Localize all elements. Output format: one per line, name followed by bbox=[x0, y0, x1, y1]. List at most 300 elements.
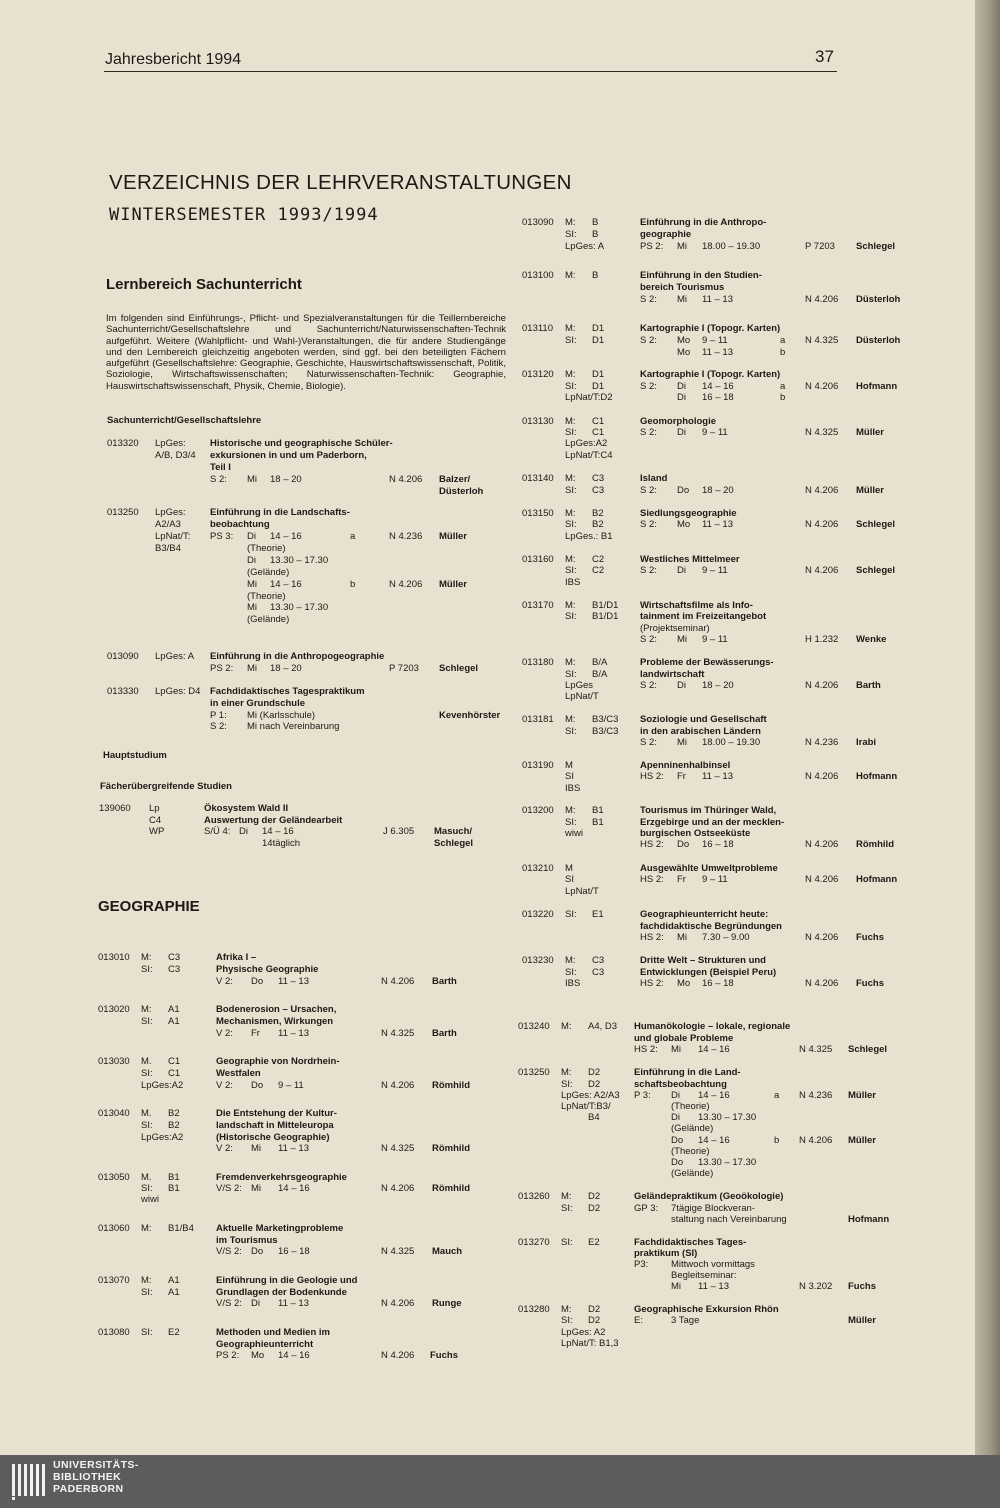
course-cell: 9 – 11 bbox=[702, 565, 728, 576]
course-cell: 013030 bbox=[98, 1056, 130, 1067]
course-cell: in einer Grundschule bbox=[210, 698, 306, 709]
library-name-line2: BIBLIOTHEK bbox=[53, 1471, 122, 1483]
course-cell: A/B, D3/4 bbox=[155, 450, 196, 461]
course-cell: Schlegel bbox=[856, 241, 896, 252]
course-cell: LpNat/T: bbox=[155, 531, 191, 542]
course-cell: B1 bbox=[168, 1172, 180, 1183]
course-cell: 7.30 – 9.00 bbox=[702, 932, 750, 943]
course-cell: Barth bbox=[856, 680, 881, 691]
course-cell: b bbox=[780, 392, 786, 403]
course-cell: Mi bbox=[677, 241, 688, 252]
course-cell: N 4.236 bbox=[389, 531, 423, 542]
course-cell: Kartographie I (Topogr. Karten) bbox=[640, 323, 781, 334]
course-cell: Fachdidaktisches Tagespraktikum bbox=[210, 686, 365, 697]
course-cell: N 4.206 bbox=[389, 474, 423, 485]
course-cell: Müller bbox=[848, 1315, 876, 1326]
course-cell: LpGes: bbox=[155, 438, 186, 449]
course-cell: P 7203 bbox=[389, 663, 419, 674]
course-cell: C3 bbox=[592, 955, 605, 966]
subheading-faecher: Fächerübergreifende Studien bbox=[100, 781, 232, 792]
course-cell: B2 bbox=[592, 519, 604, 530]
course-cell: 11 – 13 bbox=[702, 347, 733, 358]
course-cell: (Gelände) bbox=[671, 1168, 714, 1179]
library-name-line1: UNIVERSITÄTS- bbox=[53, 1459, 139, 1471]
course-cell: B1/D1 bbox=[592, 611, 619, 622]
course-cell: M. bbox=[141, 1172, 152, 1183]
course-cell: Mi bbox=[247, 579, 258, 590]
course-cell: N 4.206 bbox=[805, 294, 839, 305]
course-cell: Müller bbox=[848, 1135, 876, 1146]
course-cell: Mittwoch vormittags bbox=[671, 1259, 755, 1270]
course-cell: 14 – 16 bbox=[270, 579, 302, 590]
course-cell: SI bbox=[565, 874, 574, 885]
course-cell: 013320 bbox=[107, 438, 139, 449]
course-cell: Fuchs bbox=[430, 1350, 458, 1361]
course-cell: SI: bbox=[565, 817, 577, 828]
course-cell: 013270 bbox=[518, 1237, 550, 1248]
course-cell: B1/B4 bbox=[168, 1223, 194, 1234]
course-cell: S 2: bbox=[640, 565, 657, 576]
course-cell: Mo bbox=[677, 347, 691, 358]
course-cell: Dritte Welt – Strukturen und bbox=[640, 955, 766, 966]
course-cell: 18.00 – 19.30 bbox=[702, 737, 761, 748]
course-cell: M: bbox=[565, 955, 576, 966]
course-cell: IBS bbox=[565, 577, 581, 588]
course-cell: Kartographie I (Topogr. Karten) bbox=[640, 369, 781, 380]
course-cell: 13.30 – 17.30 bbox=[270, 602, 329, 613]
course-cell: HS 2: bbox=[640, 978, 664, 989]
course-cell: Düsterloh bbox=[439, 486, 484, 497]
course-cell: Bodenerosion – Ursachen, bbox=[216, 1004, 337, 1015]
course-cell: Römhild bbox=[432, 1143, 470, 1154]
course-cell: 013180 bbox=[522, 657, 554, 668]
course-cell: SI bbox=[565, 771, 574, 782]
course-cell: tainment im Freizeitangebot bbox=[640, 611, 767, 622]
course-cell: Di bbox=[677, 565, 686, 576]
course-cell: 013330 bbox=[107, 686, 139, 697]
course-cell: P 7203 bbox=[805, 241, 835, 252]
course-cell: Mi bbox=[247, 663, 258, 674]
course-cell: Mi bbox=[251, 1183, 262, 1194]
course-cell: Grundlagen der Bodenkunde bbox=[216, 1287, 347, 1298]
course-cell: SI: bbox=[565, 427, 577, 438]
course-cell: E2 bbox=[588, 1237, 600, 1248]
course-cell: SI: bbox=[565, 909, 577, 920]
course-cell: in den arabischen Ländern bbox=[640, 726, 761, 737]
course-cell: M bbox=[565, 760, 573, 771]
subheading-hauptstudium: Hauptstudium bbox=[103, 750, 167, 761]
course-cell: D2 bbox=[588, 1191, 601, 1202]
course-cell: Fuchs bbox=[848, 1281, 876, 1292]
course-cell: P3: bbox=[634, 1259, 649, 1270]
course-cell: SI: bbox=[565, 726, 577, 737]
course-cell: E1 bbox=[592, 909, 604, 920]
course-cell: V 2: bbox=[216, 1080, 233, 1091]
course-cell: 013170 bbox=[522, 600, 554, 611]
course-cell: Fremdenverkehrsgeographie bbox=[216, 1172, 347, 1183]
course-cell: S 2: bbox=[640, 427, 657, 438]
course-cell: schaftsbeobachtung bbox=[634, 1079, 727, 1090]
course-cell: M: bbox=[565, 473, 576, 484]
course-cell: (Theorie) bbox=[671, 1101, 710, 1112]
course-cell: LpNat/T:B3/ bbox=[561, 1101, 611, 1112]
library-footer bbox=[0, 1455, 1000, 1508]
course-cell: C3 bbox=[168, 964, 181, 975]
course-cell: a bbox=[774, 1090, 780, 1101]
course-cell: Römhild bbox=[432, 1183, 470, 1194]
course-cell: B2 bbox=[168, 1108, 180, 1119]
course-cell: Irabi bbox=[856, 737, 877, 748]
course-cell: N 4.325 bbox=[381, 1143, 415, 1154]
course-cell: PS 2: bbox=[210, 663, 234, 674]
course-cell: LpGes:A2 bbox=[565, 438, 608, 449]
course-cell: N 4.236 bbox=[799, 1090, 833, 1101]
course-cell: 7tägige Blockveran- bbox=[671, 1203, 755, 1214]
course-cell: C1 bbox=[592, 416, 605, 427]
course-cell: Do bbox=[677, 839, 690, 850]
course-cell: 14 – 16 bbox=[278, 1350, 310, 1361]
course-cell: PS 2: bbox=[640, 241, 664, 252]
course-cell: C2 bbox=[592, 565, 605, 576]
course-cell: Geländepraktikum (Geoökologie) bbox=[634, 1191, 784, 1202]
course-cell: Geographische Exkursion Rhön bbox=[634, 1304, 779, 1315]
course-cell: N 3.202 bbox=[799, 1281, 833, 1292]
course-cell: SI: bbox=[141, 1068, 153, 1079]
course-cell: Westfalen bbox=[216, 1068, 261, 1079]
course-cell: fachdidaktische Begründungen bbox=[640, 921, 782, 932]
course-cell: B1 bbox=[168, 1183, 180, 1194]
course-cell: 013100 bbox=[522, 270, 554, 281]
course-cell: Di bbox=[247, 555, 256, 566]
course-cell: und globale Probleme bbox=[634, 1033, 734, 1044]
course-cell: landschaft in Mitteleuropa bbox=[216, 1120, 334, 1131]
course-cell: M: bbox=[565, 416, 576, 427]
course-cell: Siedlungsgeographie bbox=[640, 508, 737, 519]
course-cell: Schlegel bbox=[856, 565, 896, 576]
course-cell: Historische und geographische Schüler- bbox=[210, 438, 393, 449]
course-cell: Mi bbox=[677, 294, 688, 305]
page-edge bbox=[975, 0, 1000, 1455]
course-cell: exkursionen in und um Paderborn, bbox=[210, 450, 367, 461]
course-cell: 14 – 16 bbox=[698, 1135, 730, 1146]
course-cell: Masuch/ bbox=[434, 826, 473, 837]
course-cell: N 4.206 bbox=[381, 976, 415, 987]
course-cell: Mi bbox=[251, 1143, 262, 1154]
course-cell: M: bbox=[565, 657, 576, 668]
course-cell: Fr bbox=[677, 771, 686, 782]
course-cell: N 4.206 bbox=[381, 1080, 415, 1091]
course-cell: B2 bbox=[168, 1120, 180, 1131]
course-cell: 013060 bbox=[98, 1223, 130, 1234]
course-cell: SI: bbox=[561, 1315, 573, 1326]
course-cell: (Gelände) bbox=[671, 1123, 714, 1134]
course-cell: SI: bbox=[141, 964, 153, 975]
course-cell: Fachdidaktisches Tages- bbox=[634, 1237, 747, 1248]
course-cell: 013110 bbox=[522, 323, 553, 334]
course-cell: Auswertung der Geländearbeit bbox=[204, 815, 343, 826]
course-cell: 013250 bbox=[518, 1067, 550, 1078]
course-cell: 14täglich bbox=[262, 838, 301, 849]
course-cell: N 4.206 bbox=[805, 485, 839, 496]
course-cell: Düsterloh bbox=[856, 294, 901, 305]
course-cell: Mi nach Vereinbarung bbox=[247, 721, 340, 732]
course-cell: Di bbox=[247, 531, 256, 542]
geographie-heading: GEOGRAPHIE bbox=[98, 898, 200, 915]
course-cell: Lp bbox=[149, 803, 160, 814]
course-cell: S 2: bbox=[640, 381, 657, 392]
course-cell: Schlegel bbox=[434, 838, 474, 849]
course-cell: Wirtschaftsfilme als Info- bbox=[640, 600, 753, 611]
course-cell: D1 bbox=[592, 369, 605, 380]
course-cell: 14 – 16 bbox=[270, 531, 302, 542]
course-cell: Einführung in die Anthropogeographie bbox=[210, 651, 385, 662]
course-cell: B1/D1 bbox=[592, 600, 619, 611]
course-cell: LpGes: bbox=[155, 507, 186, 518]
course-cell: (Gelände) bbox=[247, 614, 290, 625]
course-cell: A1 bbox=[168, 1016, 180, 1027]
course-cell: B bbox=[592, 270, 599, 281]
course-cell: Begleitseminar: bbox=[671, 1270, 737, 1281]
course-cell: V 2: bbox=[216, 1028, 233, 1039]
course-cell: SI: bbox=[141, 1327, 153, 1338]
course-cell: C3 bbox=[592, 967, 605, 978]
course-cell: Geomorphologie bbox=[640, 416, 716, 427]
course-cell: B/A bbox=[592, 669, 608, 680]
library-name bbox=[53, 1459, 139, 1495]
course-cell: S 2: bbox=[640, 294, 657, 305]
course-cell: SI: bbox=[565, 519, 577, 530]
course-cell: WP bbox=[149, 826, 165, 837]
course-cell: S 2: bbox=[640, 737, 657, 748]
course-cell: 13.30 – 17.30 bbox=[698, 1157, 757, 1168]
course-cell: Römhild bbox=[856, 839, 894, 850]
course-cell: M: bbox=[565, 323, 576, 334]
course-cell: Teil I bbox=[210, 462, 231, 473]
course-cell: Müller bbox=[848, 1090, 876, 1101]
course-cell: Geographie von Nordrhein- bbox=[216, 1056, 340, 1067]
course-cell: Fuchs bbox=[856, 978, 884, 989]
course-cell: N 4.236 bbox=[805, 737, 839, 748]
course-cell: N 4.206 bbox=[805, 381, 839, 392]
course-cell: SI: bbox=[561, 1203, 573, 1214]
course-cell: HS 2: bbox=[640, 771, 664, 782]
course-cell: Do bbox=[671, 1135, 684, 1146]
course-cell: V 2: bbox=[216, 976, 233, 987]
course-cell: N 4.206 bbox=[805, 771, 839, 782]
course-cell: S 2: bbox=[640, 634, 657, 645]
course-cell: 13.30 – 17.30 bbox=[270, 555, 329, 566]
course-cell: N 4.206 bbox=[381, 1350, 415, 1361]
course-cell: beobachtung bbox=[210, 519, 270, 530]
subheading-sachunterricht: Sachunterricht/Gesellschaftslehre bbox=[107, 415, 262, 426]
course-cell: LpGes: A2 bbox=[561, 1327, 606, 1338]
course-cell: 013130 bbox=[522, 416, 554, 427]
course-cell: SI: bbox=[141, 1183, 153, 1194]
course-cell: LpGes: A bbox=[155, 651, 195, 662]
course-cell: Hofmann bbox=[856, 874, 898, 885]
course-cell: D1 bbox=[592, 323, 605, 334]
course-cell: M. bbox=[141, 1056, 152, 1067]
course-cell: M: bbox=[141, 1275, 152, 1286]
course-cell: SI: bbox=[141, 1016, 153, 1027]
course-cell: Geographieunterricht bbox=[216, 1339, 314, 1350]
course-cell: A1 bbox=[168, 1287, 180, 1298]
course-cell: SI: bbox=[565, 565, 577, 576]
course-cell: Mo bbox=[677, 519, 691, 530]
course-cell: (Historische Geographie) bbox=[216, 1132, 330, 1143]
course-cell: S 2: bbox=[640, 485, 657, 496]
course-cell: M: bbox=[565, 805, 576, 816]
course-cell: 013090 bbox=[522, 217, 554, 228]
course-cell: geographie bbox=[640, 229, 692, 240]
course-cell: Die Entstehung der Kultur- bbox=[216, 1108, 337, 1119]
course-cell: Do bbox=[251, 976, 264, 987]
course-cell: E: bbox=[634, 1315, 643, 1326]
course-cell: N 4.325 bbox=[805, 335, 839, 346]
course-cell: Mi bbox=[671, 1044, 682, 1055]
course-cell: 013181 bbox=[522, 714, 554, 725]
course-cell: B bbox=[592, 217, 599, 228]
course-cell: LpNat/T:C4 bbox=[565, 450, 613, 461]
course-cell: C1 bbox=[168, 1056, 181, 1067]
course-cell: landwirtschaft bbox=[640, 669, 705, 680]
course-cell: Ökosystem Wald II bbox=[204, 803, 289, 814]
course-cell: Barth bbox=[432, 976, 457, 987]
course-cell: Probleme der Bewässerungs- bbox=[640, 657, 774, 668]
course-cell: LpGes: A2/A3 bbox=[561, 1090, 620, 1101]
course-cell: N 4.206 bbox=[805, 932, 839, 943]
course-cell: B1 bbox=[592, 805, 604, 816]
course-cell: Runge bbox=[432, 1298, 462, 1309]
course-cell: 013190 bbox=[522, 760, 554, 771]
course-cell: Mi bbox=[247, 602, 258, 613]
course-cell: 013080 bbox=[98, 1327, 130, 1338]
course-cell: Westliches Mittelmeer bbox=[640, 554, 740, 565]
course-cell: a bbox=[780, 381, 786, 392]
course-cell: M: bbox=[565, 714, 576, 725]
course-cell: J 6.305 bbox=[383, 826, 415, 837]
course-cell: Einführung in den Studien- bbox=[640, 270, 762, 281]
course-cell: Di bbox=[677, 381, 686, 392]
course-cell: P 1: bbox=[210, 710, 227, 721]
course-cell: Erzgebirge und an der mecklen- bbox=[640, 817, 785, 828]
course-cell: LpNat/T:D2 bbox=[565, 392, 613, 403]
course-cell: wiwi bbox=[565, 828, 583, 839]
course-cell: staltung nach Vereinbarung bbox=[671, 1214, 787, 1225]
course-cell: M bbox=[565, 863, 573, 874]
course-cell: 9 – 11 bbox=[702, 427, 728, 438]
course-cell: IBS bbox=[565, 978, 581, 989]
course-cell: Einführung in die Landschafts- bbox=[210, 507, 350, 518]
course-cell: 9 – 11 bbox=[702, 634, 728, 645]
course-cell: 16 – 18 bbox=[702, 392, 734, 403]
course-cell: Entwicklungen (Beispiel Peru) bbox=[640, 967, 777, 978]
course-cell: 11 – 13 bbox=[702, 519, 733, 530]
course-cell: D2 bbox=[588, 1315, 601, 1326]
course-cell: B4 bbox=[588, 1112, 600, 1123]
course-cell: 013160 bbox=[522, 554, 554, 565]
course-cell: b bbox=[350, 579, 356, 590]
course-cell: Müller bbox=[439, 579, 467, 590]
course-cell: bereich Tourismus bbox=[640, 282, 725, 293]
course-cell: Do bbox=[677, 485, 690, 496]
course-cell: A1 bbox=[168, 1004, 180, 1015]
course-cell: SI: bbox=[565, 967, 577, 978]
course-cell: 11 – 13 bbox=[278, 1298, 309, 1309]
course-cell: C1 bbox=[168, 1068, 181, 1079]
course-cell: V/S 2: bbox=[216, 1183, 242, 1194]
course-cell: N 4.206 bbox=[805, 519, 839, 530]
course-cell: 013050 bbox=[98, 1172, 130, 1183]
course-cell: 013150 bbox=[522, 508, 554, 519]
course-cell: 013280 bbox=[518, 1304, 550, 1315]
course-cell: 14 – 16 bbox=[262, 826, 294, 837]
course-cell: 9 – 11 bbox=[278, 1080, 304, 1091]
course-cell: Mo bbox=[251, 1350, 265, 1361]
course-cell: Hofmann bbox=[848, 1214, 890, 1225]
course-cell: Mo bbox=[677, 978, 691, 989]
course-cell: Müller bbox=[439, 531, 467, 542]
course-cell: Di bbox=[677, 427, 686, 438]
course-cell: 013220 bbox=[522, 909, 554, 920]
course-cell: D2 bbox=[588, 1067, 601, 1078]
course-cell: Do bbox=[671, 1157, 684, 1168]
course-cell: 14 – 16 bbox=[702, 381, 734, 392]
course-cell: B bbox=[592, 229, 599, 240]
course-cell: M: bbox=[565, 508, 576, 519]
course-cell: Do bbox=[251, 1246, 264, 1257]
course-cell: E2 bbox=[168, 1327, 180, 1338]
course-cell: N 4.206 bbox=[381, 1298, 415, 1309]
page-number: 37 bbox=[815, 47, 834, 66]
course-cell: N 4.206 bbox=[799, 1135, 833, 1146]
course-cell: 18 – 20 bbox=[270, 663, 302, 674]
course-cell: B3/B4 bbox=[155, 543, 181, 554]
course-cell: 013230 bbox=[522, 955, 554, 966]
course-cell: Di bbox=[677, 392, 686, 403]
course-cell: Mi bbox=[677, 932, 688, 943]
course-cell: D2 bbox=[588, 1304, 601, 1315]
library-name-line3: PADERBORN bbox=[53, 1483, 124, 1495]
course-cell: SI: bbox=[141, 1287, 153, 1298]
course-cell: N 4.206 bbox=[389, 579, 423, 590]
course-cell: 11 – 13 bbox=[278, 1143, 309, 1154]
course-cell: LpGes:A2 bbox=[141, 1080, 184, 1091]
course-cell: Mechanismen, Wirkungen bbox=[216, 1016, 334, 1027]
course-cell: 013090 bbox=[107, 651, 139, 662]
course-cell: N 4.206 bbox=[805, 565, 839, 576]
course-cell: N 4.325 bbox=[799, 1044, 833, 1055]
course-cell: Müller bbox=[856, 427, 884, 438]
course-cell: a bbox=[780, 335, 786, 346]
course-cell: Schlegel bbox=[439, 663, 479, 674]
course-cell: Fr bbox=[677, 874, 686, 885]
course-cell: Mo bbox=[677, 335, 691, 346]
course-cell: Methoden und Medien im bbox=[216, 1327, 330, 1338]
course-cell: b bbox=[774, 1135, 780, 1146]
course-cell: H 1.232 bbox=[805, 634, 839, 645]
course-cell: Fr bbox=[251, 1028, 260, 1039]
course-cell: C2 bbox=[592, 554, 605, 565]
course-cell: S 2: bbox=[210, 474, 227, 485]
course-cell: LpGes: A bbox=[565, 241, 605, 252]
course-cell: im Tourismus bbox=[216, 1235, 278, 1246]
course-cell: 16 – 18 bbox=[702, 839, 734, 850]
course-cell: 18 – 20 bbox=[270, 474, 302, 485]
course-cell: 9 – 11 bbox=[702, 335, 728, 346]
course-cell: 013240 bbox=[518, 1021, 550, 1032]
course-cell: Do bbox=[251, 1080, 264, 1091]
